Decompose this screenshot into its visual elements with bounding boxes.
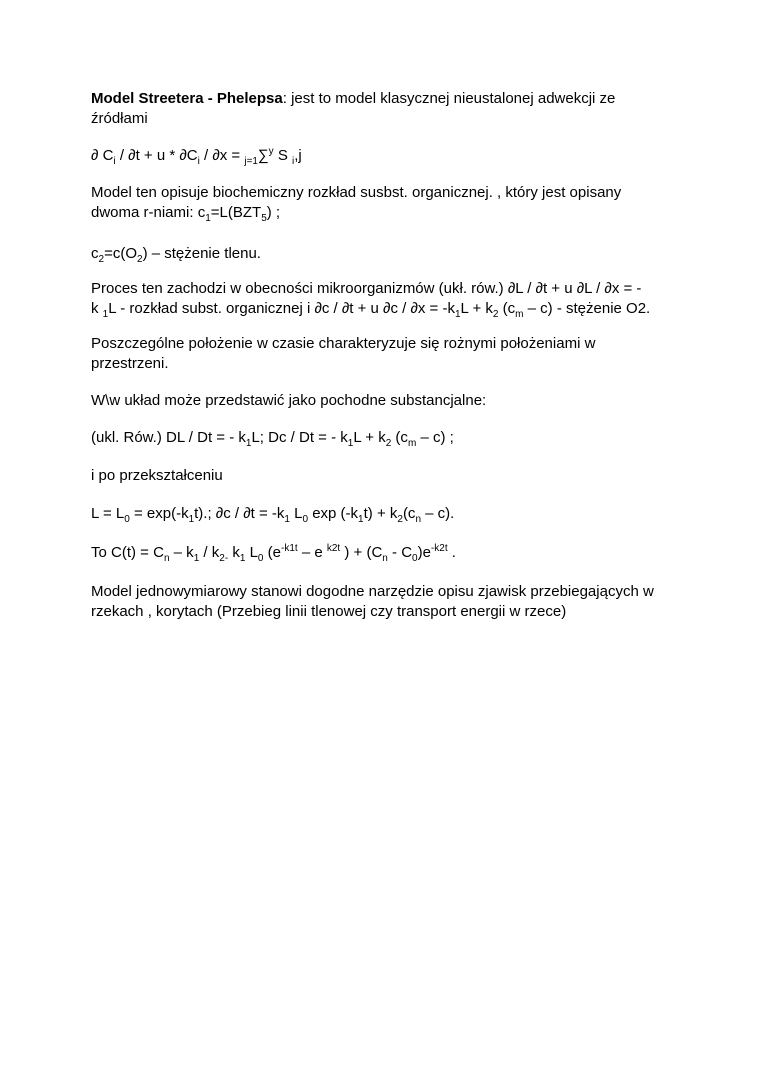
paragraph-text: (ukl. Rów.) DL / Dt = - k: [91, 429, 246, 446]
formula-text: .: [447, 544, 456, 561]
intro-paragraph: [91, 89, 681, 129]
paragraph-line: Poszczególne położenie w czasie charakteryzuje się rożnymi położeniami w: [91, 335, 596, 352]
formula-text: - C: [387, 544, 413, 561]
paragraph-text: c: [91, 245, 99, 262]
formula-subscript: 0: [257, 553, 264, 564]
paragraph-text: – c) ;: [416, 429, 454, 446]
sum-symbol: ∑: [257, 147, 269, 164]
formula-text: exp (-k: [308, 505, 359, 522]
paragraph-text: =c(O: [104, 245, 137, 262]
formula-subscript: n: [163, 553, 170, 564]
paragraph-text: L - rozkład subst. organicznej i ∂c / ∂t + u ∂c / ∂x = -k: [108, 300, 455, 317]
paragraph-text: L + k: [460, 300, 493, 317]
paragraph-text: L + k: [353, 429, 386, 446]
subscript: 1: [347, 438, 354, 449]
formula-text: ∂ C: [91, 147, 114, 164]
conclusion-paragraph: [91, 582, 681, 622]
oxygen-paragraph: [91, 244, 681, 264]
formula-superscript: y: [268, 146, 274, 157]
paragraph-line: rzekach , korytach (Przebieg linii tlenowej czy transport energii w rzece): [91, 603, 567, 620]
formula-superscript: -k2t: [430, 543, 448, 554]
formula-text: / ∂t + u * ∂C: [115, 147, 198, 164]
formula-text: = exp(-k: [129, 505, 189, 522]
formula-text: (e: [263, 544, 281, 561]
equation-system-paragraph: [91, 428, 681, 448]
formula-text: L: [289, 505, 303, 522]
formula-superscript: k2t: [326, 543, 341, 554]
paragraph-text: – c) - stężenie O2.: [523, 300, 651, 317]
formula-subscript: 2-: [219, 553, 229, 564]
paragraph-line: przestrzeni.: [91, 355, 169, 372]
model-title: Model Streetera - Phelepsa: [91, 90, 283, 107]
formula-text: k: [228, 544, 240, 561]
formula-subscript: 1: [358, 514, 364, 525]
formula-text: t) + k: [363, 505, 398, 522]
formula-text: ,j: [294, 147, 302, 164]
paragraph-text: L; Dc / Dt = - k: [251, 429, 348, 446]
position-paragraph: [91, 334, 681, 374]
paragraph-line: Model jednowymiarowy stanowi dogodne narzędzie opisu zjawisk przebiegających w: [91, 583, 654, 600]
paragraph-text: (c: [498, 300, 516, 317]
formula-subscript: 1: [284, 514, 290, 525]
subscript: 2: [385, 438, 392, 449]
formula-text: ) + (C: [340, 544, 383, 561]
paragraph-text: (c: [391, 429, 408, 446]
process-paragraph: [91, 279, 681, 319]
paragraph-text: ) ;: [266, 204, 281, 221]
formula-text: S: [273, 147, 293, 164]
subscript: m: [515, 309, 524, 320]
formula-subscript: 2: [397, 514, 403, 525]
intro-text-line1: : jest to model klasycznej nieustalonej adwekcji ze: [282, 90, 616, 107]
formula-subscript: 1: [188, 514, 195, 525]
formula-text: / ∂x =: [199, 147, 245, 164]
formula-advection: [91, 146, 681, 166]
formula-subscript: 0: [302, 514, 309, 525]
paragraph-text: k: [91, 300, 103, 317]
biochemical-paragraph: [91, 183, 681, 223]
formula-subscript: i: [113, 156, 116, 167]
subscript: m: [407, 438, 417, 449]
formula-text: )e: [417, 544, 431, 561]
subscript: 1: [454, 309, 461, 320]
formula-text: L: [245, 544, 258, 561]
formula-subscript: 0: [412, 553, 418, 564]
formula-text: To C(t) = C: [91, 544, 164, 561]
formula-text: – c).: [421, 505, 455, 522]
formula-subscript: i: [292, 156, 295, 167]
formula-subscript: 1: [193, 553, 200, 564]
document-body: [91, 89, 681, 643]
transformation-paragraph: i po przekształceniu: [91, 467, 223, 484]
formula-text: t).; ∂c / ∂t = -k: [194, 505, 285, 522]
formula-text: (c: [402, 505, 416, 522]
formula-solution: [91, 504, 681, 524]
subscript: 1: [205, 213, 211, 224]
subscript: 2: [492, 309, 499, 320]
formula-superscript: -k1t: [281, 543, 298, 554]
formula-text: – k: [169, 544, 194, 561]
subscript: 2: [98, 254, 105, 265]
subscript: 2: [137, 254, 143, 265]
formula-subscript: n: [415, 514, 421, 525]
paragraph-text: =L(BZT: [210, 204, 262, 221]
formula-text: – e: [297, 544, 327, 561]
paragraph-line: Proces ten zachodzi w obecności mikroorganizmów (ukł. rów.) ∂L / ∂t + u ∂L / ∂x = -: [91, 280, 642, 297]
formula-text: L = L: [91, 505, 125, 522]
formula-text: / k: [199, 544, 220, 561]
formula-subscript: j=1: [244, 156, 258, 167]
subscript: 1: [102, 309, 109, 320]
subscript: 1: [245, 438, 252, 449]
paragraph-text: ) – stężenie tlenu.: [142, 245, 261, 262]
paragraph-line: Model ten opisuje biochemiczny rozkład susbst. organicznej. , który jest opisany: [91, 184, 622, 201]
formula-subscript: i: [197, 156, 200, 167]
subscript: 5: [261, 213, 267, 224]
paragraph-text: dwoma r-niami: c: [91, 204, 206, 221]
substantial-derivative-paragraph: W\w układ może przedstawić jako pochodne substancjalne:: [91, 392, 487, 409]
formula-concentration: [91, 543, 681, 563]
intro-text-line2: źródłami: [91, 110, 148, 127]
formula-subscript: 1: [239, 553, 246, 564]
formula-subscript: 0: [124, 514, 130, 525]
formula-subscript: n: [382, 553, 388, 564]
